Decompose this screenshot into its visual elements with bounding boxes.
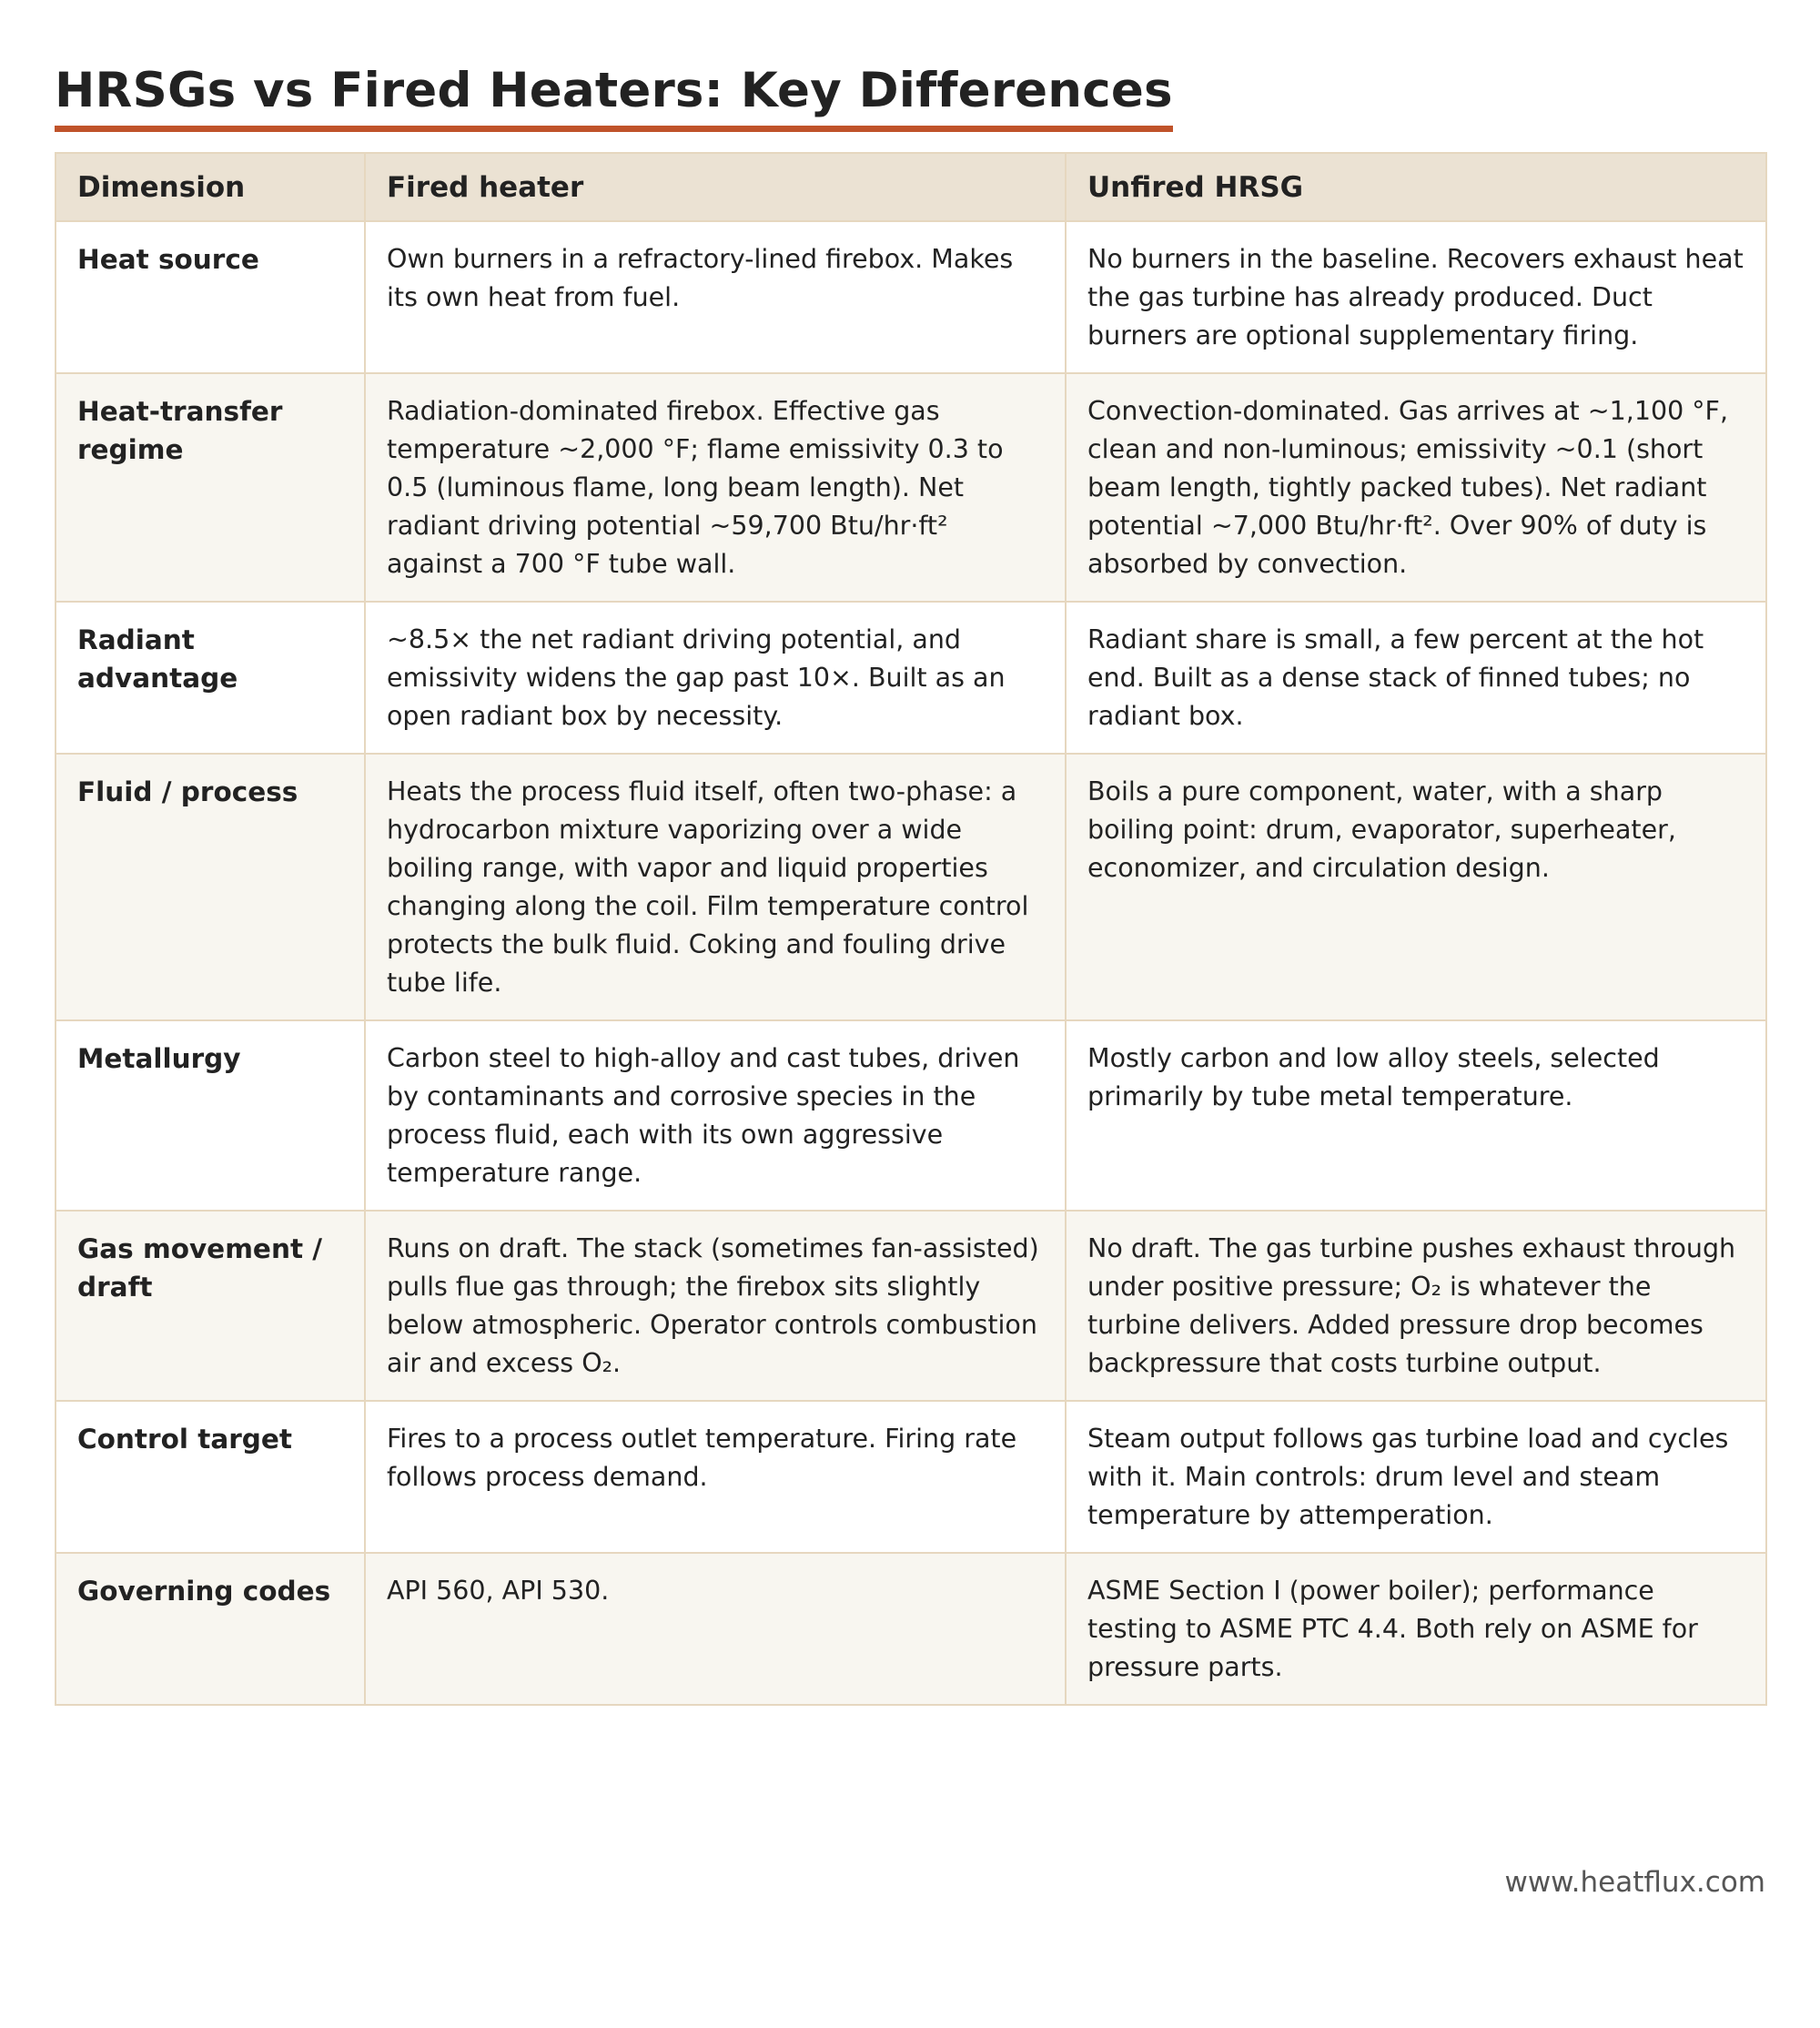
dimension-cell: Governing codes <box>56 1553 365 1705</box>
dimension-cell: Control target <box>56 1401 365 1553</box>
table-body <box>56 221 1766 1705</box>
table-row <box>56 754 1766 1020</box>
fired-heater-cell: Radiation-dominated firebox. Effective gas temperature ~2,000 °F; flame emissivity 0.3 to 0.5 (luminous flame, long beam length). Net radiant driving potential ~59,700 Btu/hr·ft² against a 700 °F tube wall. <box>365 373 1066 602</box>
table-row <box>56 602 1766 754</box>
fired-heater-cell: Heats the process fluid itself, often two-phase: a hydrocarbon mixture vaporizing over a wide boiling range, with vapor and liquid properties changing along the coil. Film temperature control protects the bulk fluid. Coking and fouling drive tube life. <box>365 754 1066 1020</box>
fired-heater-cell: Carbon steel to high-alloy and cast tubes, driven by contaminants and corrosive species in the process fluid, each with its own aggressive temperature range. <box>365 1020 1066 1211</box>
fired-heater-cell: Runs on draft. The stack (sometimes fan-assisted) pulls flue gas through; the firebox sits slightly below atmospheric. Operator controls combustion air and excess O₂. <box>365 1211 1066 1401</box>
header-dimension: Dimension <box>56 153 365 221</box>
dimension-cell: Heat source <box>56 221 365 373</box>
fired-heater-cell: API 560, API 530. <box>365 1553 1066 1705</box>
unfired-hrsg-cell: Radiant share is small, a few percent at the hot end. Built as a dense stack of finned tubes; no radiant box. <box>1066 602 1766 754</box>
unfired-hrsg-cell: No draft. The gas turbine pushes exhaust through under positive pressure; O₂ is whatever the turbine delivers. Added pressure drop becomes backpressure that costs turbine output. <box>1066 1211 1766 1401</box>
table-row <box>56 373 1766 602</box>
comparison-table <box>55 152 1767 1706</box>
page <box>55 58 1765 1706</box>
table-header <box>56 153 1766 221</box>
dimension-cell: Radiant advantage <box>56 602 365 754</box>
page-title: HRSGs vs Fired Heaters: Key Differences <box>55 58 1173 132</box>
fired-heater-cell: ~8.5× the net radiant driving potential, and emissivity widens the gap past 10×. Built as an open radiant box by necessity. <box>365 602 1066 754</box>
header-unfired-hrsg: Unfired HRSG <box>1066 153 1766 221</box>
fired-heater-cell: Fires to a process outlet temperature. Firing rate follows process demand. <box>365 1401 1066 1553</box>
table-row <box>56 1211 1766 1401</box>
table-row <box>56 221 1766 373</box>
unfired-hrsg-cell: ASME Section I (power boiler); performance testing to ASME PTC 4.4. Both rely on ASME for pressure parts. <box>1066 1553 1766 1705</box>
fired-heater-cell: Own burners in a refractory-lined firebox. Makes its own heat from fuel. <box>365 221 1066 373</box>
dimension-cell: Gas movement / draft <box>56 1211 365 1401</box>
table-row <box>56 1020 1766 1211</box>
unfired-hrsg-cell: No burners in the baseline. Recovers exhaust heat the gas turbine has already produced. Duct burners are optional supplementary firing. <box>1066 221 1766 373</box>
table-row <box>56 1401 1766 1553</box>
header-fired-heater: Fired heater <box>365 153 1066 221</box>
dimension-cell: Metallurgy <box>56 1020 365 1211</box>
table-row <box>56 1553 1766 1705</box>
header-row <box>56 153 1766 221</box>
unfired-hrsg-cell: Steam output follows gas turbine load and cycles with it. Main controls: drum level and steam temperature by attemperation. <box>1066 1401 1766 1553</box>
unfired-hrsg-cell: Boils a pure component, water, with a sharp boiling point: drum, evaporator, superheater, economizer, and circulation design. <box>1066 754 1766 1020</box>
unfired-hrsg-cell: Convection-dominated. Gas arrives at ~1,100 °F, clean and non-luminous; emissivity ~0.1 (short beam length, tightly packed tubes). Net radiant potential ~7,000 Btu/hr·ft². Over 90% of duty is absorbed by convection. <box>1066 373 1766 602</box>
dimension-cell: Fluid / process <box>56 754 365 1020</box>
unfired-hrsg-cell: Mostly carbon and low alloy steels, selected primarily by tube metal temperature. <box>1066 1020 1766 1211</box>
footer-url: www.heatflux.com <box>1504 1866 1765 1899</box>
dimension-cell: Heat-transfer regime <box>56 373 365 602</box>
